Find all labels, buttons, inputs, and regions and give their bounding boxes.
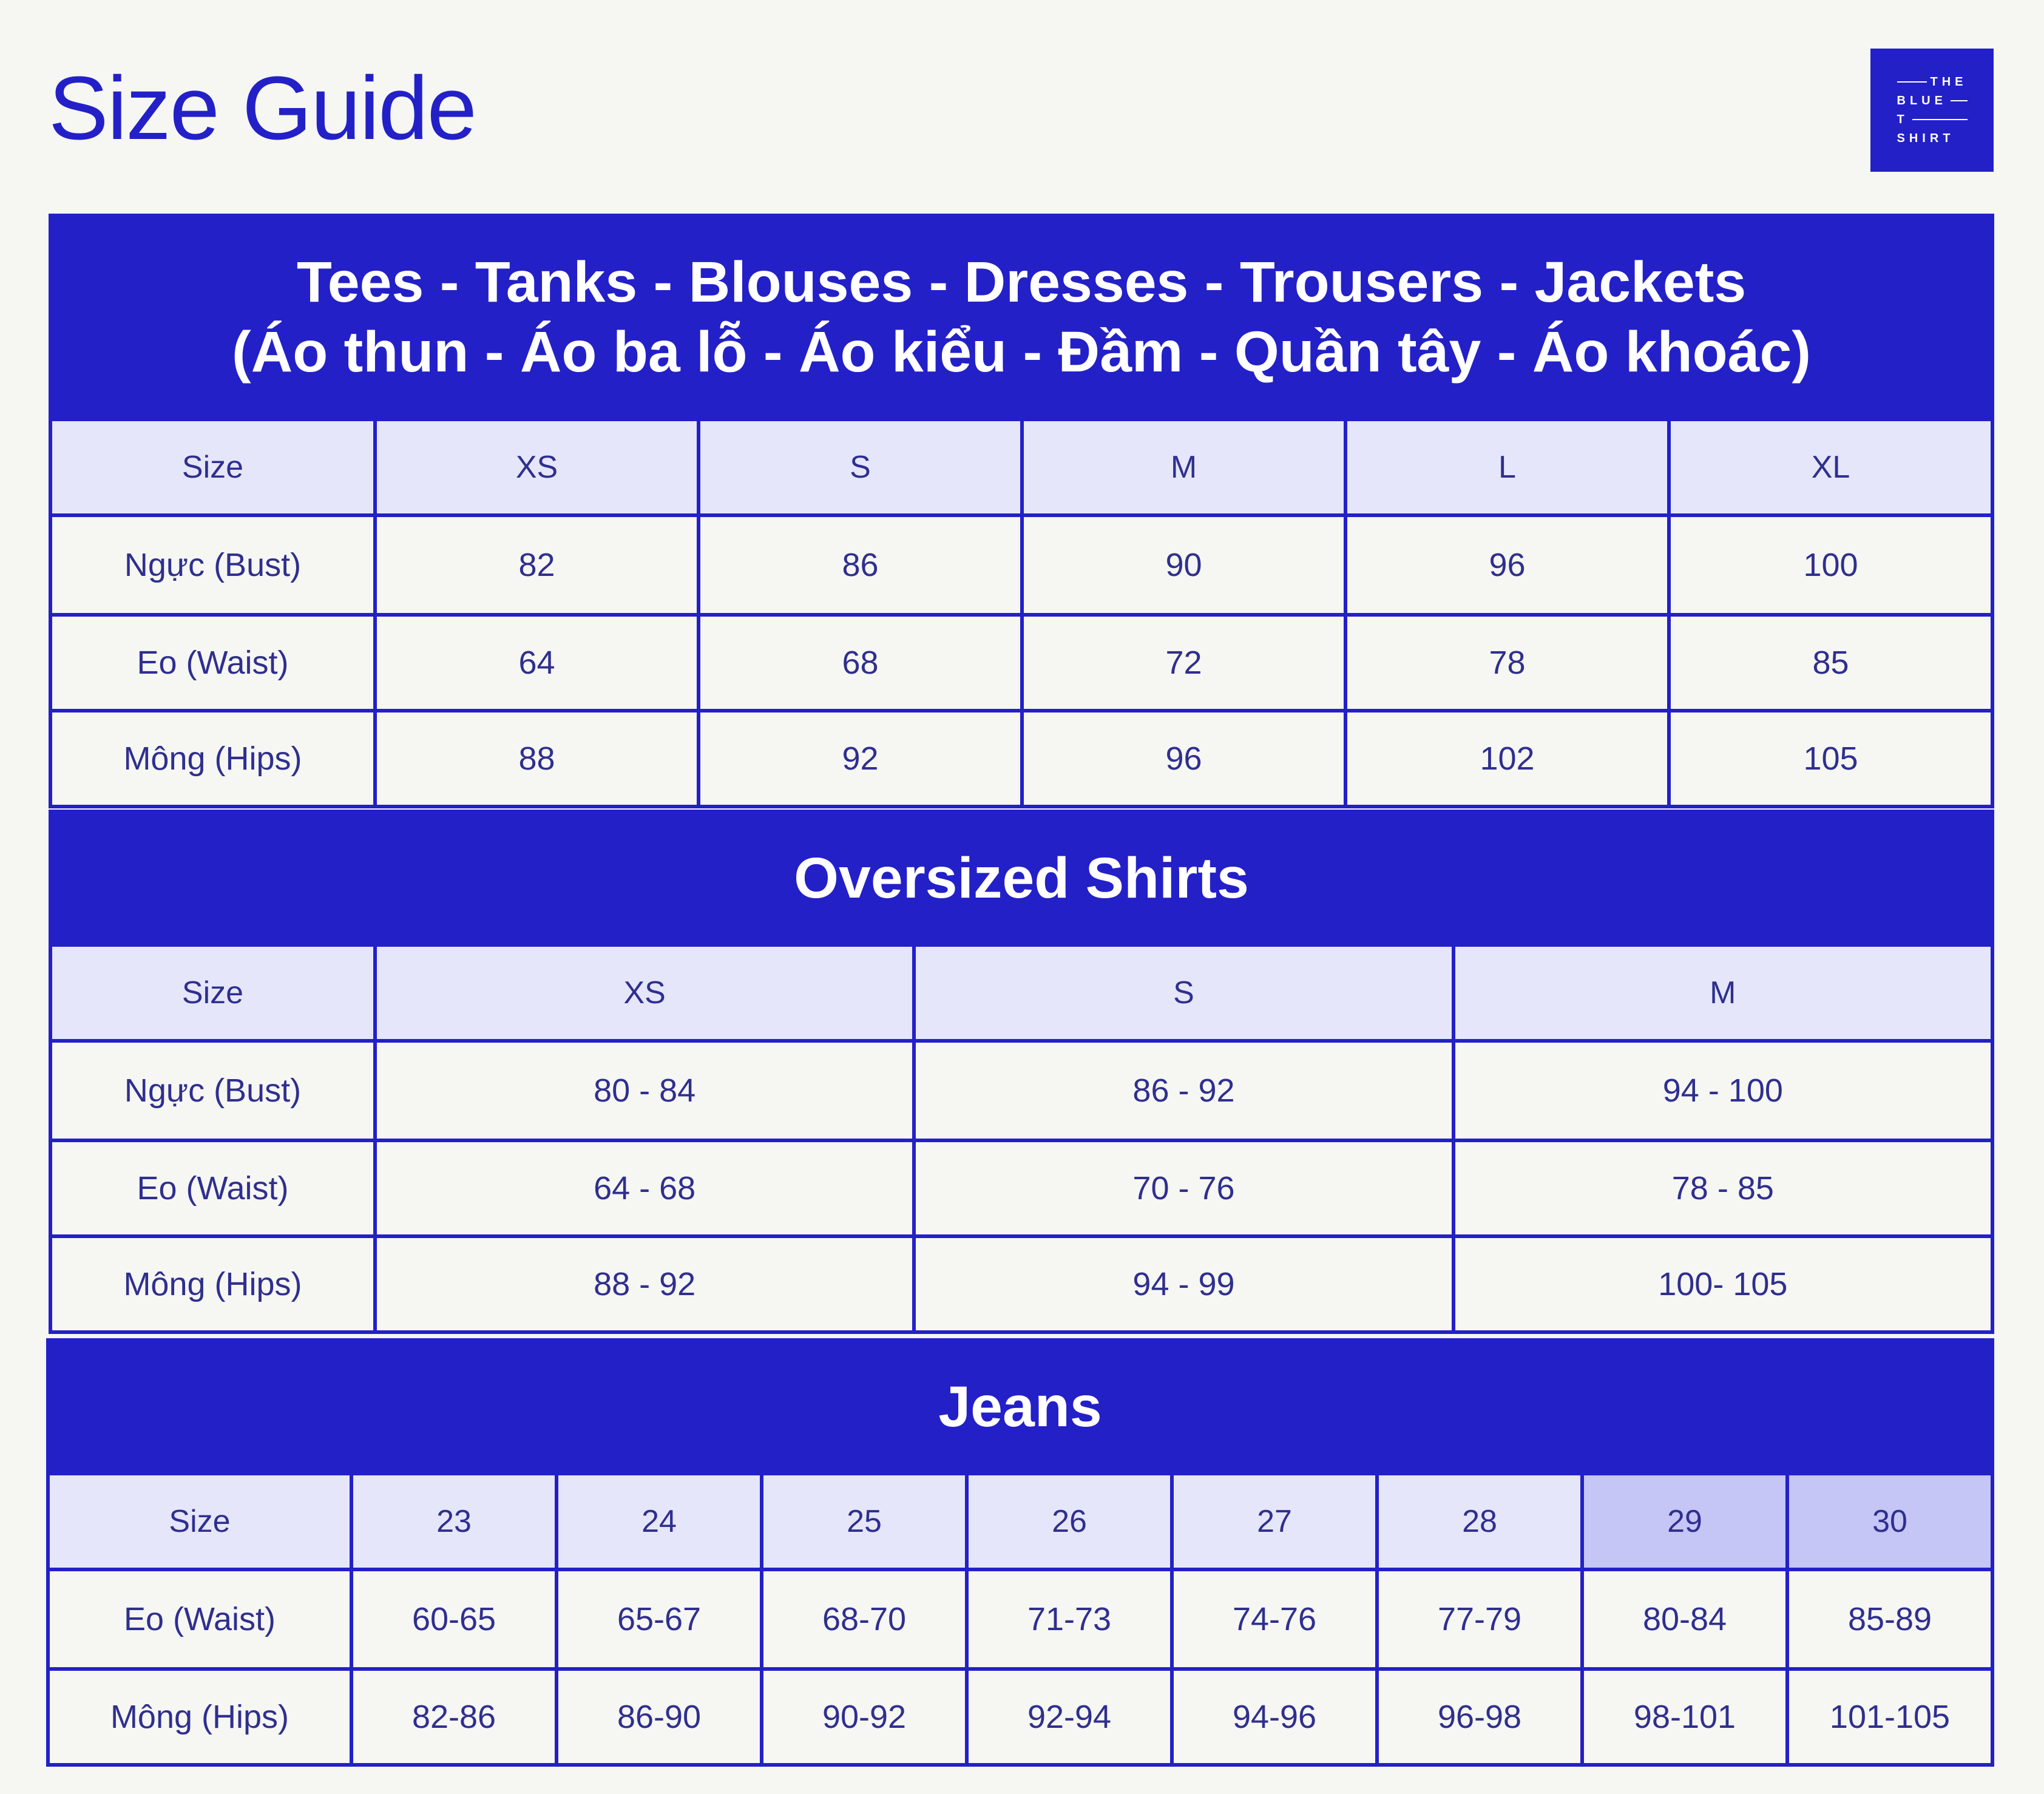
table-cell: 64 <box>375 615 699 711</box>
header-cell: XL <box>1669 419 1992 515</box>
header-cell-highlighted: 30 <box>1787 1474 1992 1569</box>
header-cell: 27 <box>1172 1474 1377 1569</box>
jeans-header-row <box>48 1474 1992 1569</box>
oversized-title-banner: Oversized Shirts <box>50 811 1992 945</box>
table-cell: 100- 105 <box>1453 1236 1992 1332</box>
row-label: Eo (Waist) <box>50 615 375 711</box>
table-row <box>48 1569 1992 1669</box>
tees-header-row <box>50 419 1992 515</box>
header-cell: M <box>1453 945 1992 1041</box>
table-cell: 71-73 <box>967 1569 1172 1669</box>
header-cell: XS <box>375 945 914 1041</box>
oversized-header-row <box>50 945 1992 1041</box>
table-cell: 98-101 <box>1582 1669 1787 1765</box>
brand-logo-line2: BLUE <box>1897 93 1947 107</box>
header-cell: 28 <box>1377 1474 1582 1569</box>
brand-logo-line3: T <box>1897 112 1909 126</box>
brand-logo-line1: THE <box>1930 75 1968 89</box>
table-cell: 80 - 84 <box>375 1041 914 1140</box>
table-cell: 82-86 <box>351 1669 557 1765</box>
header-cell-highlighted: 29 <box>1582 1474 1787 1569</box>
table-row <box>50 515 1992 615</box>
table-cell: 96 <box>1345 515 1669 615</box>
table-row <box>48 1669 1992 1765</box>
table-cell: 100 <box>1669 515 1992 615</box>
header-cell: L <box>1345 419 1669 515</box>
tees-size-table <box>49 214 1994 808</box>
table-cell: 74-76 <box>1172 1569 1377 1669</box>
tees-title-line1: Tees - Tanks - Blouses - Dresses - Trousers - Jackets <box>296 250 1747 314</box>
page-title: Size Guide <box>49 58 476 158</box>
table-cell: 88 - 92 <box>375 1236 914 1332</box>
table-cell: 94-96 <box>1172 1669 1377 1765</box>
table-cell: 86 <box>699 515 1022 615</box>
table-cell: 90 <box>1022 515 1345 615</box>
header-cell: M <box>1022 419 1345 515</box>
jeans-title-banner: Jeans <box>48 1340 1992 1474</box>
table-cell: 65-67 <box>557 1569 762 1669</box>
table-row <box>50 1236 1992 1332</box>
table-cell: 94 - 99 <box>914 1236 1453 1332</box>
table-cell: 78 <box>1345 615 1669 711</box>
table-cell: 94 - 100 <box>1453 1041 1992 1140</box>
table-cell: 96 <box>1022 711 1345 807</box>
table-cell: 60-65 <box>351 1569 557 1669</box>
row-label: Eo (Waist) <box>48 1569 351 1669</box>
brand-logo-line4: SHIRT <box>1897 131 1955 145</box>
header-cell: S <box>699 419 1022 515</box>
header-cell: 26 <box>967 1474 1172 1569</box>
header-cell: 23 <box>351 1474 557 1569</box>
row-label: Ngực (Bust) <box>50 1041 375 1140</box>
table-cell: 70 - 76 <box>914 1140 1453 1236</box>
oversized-size-table <box>49 810 1994 1334</box>
table-cell: 90-92 <box>762 1669 967 1765</box>
table-cell: 85-89 <box>1787 1569 1992 1669</box>
table-cell: 102 <box>1345 711 1669 807</box>
table-row <box>50 1041 1992 1140</box>
header-cell: 24 <box>557 1474 762 1569</box>
table-cell: 68-70 <box>762 1569 967 1669</box>
row-label: Mông (Hips) <box>48 1669 351 1765</box>
table-cell: 92 <box>699 711 1022 807</box>
tees-title-line2: (Áo thun - Áo ba lỗ - Áo kiểu - Đầm - Quần tây - Áo khoác) <box>232 320 1811 384</box>
table-cell: 105 <box>1669 711 1992 807</box>
table-cell: 82 <box>375 515 699 615</box>
table-cell: 96-98 <box>1377 1669 1582 1765</box>
header-cell: Size <box>50 945 375 1041</box>
table-row <box>50 711 1992 807</box>
table-row <box>50 615 1992 711</box>
row-label: Eo (Waist) <box>50 1140 375 1236</box>
table-cell: 101-105 <box>1787 1669 1992 1765</box>
table-cell: 88 <box>375 711 699 807</box>
brand-logo <box>1870 49 1994 172</box>
table-cell: 64 - 68 <box>375 1140 914 1236</box>
table-row <box>50 1140 1992 1236</box>
table-cell: 68 <box>699 615 1022 711</box>
header-cell: Size <box>48 1474 351 1569</box>
header-cell: XS <box>375 419 699 515</box>
table-cell: 86 - 92 <box>914 1041 1453 1140</box>
table-cell: 92-94 <box>967 1669 1172 1765</box>
header-cell: S <box>914 945 1453 1041</box>
row-label: Mông (Hips) <box>50 711 375 807</box>
table-cell: 80-84 <box>1582 1569 1787 1669</box>
table-cell: 72 <box>1022 615 1345 711</box>
table-cell: 78 - 85 <box>1453 1140 1992 1236</box>
table-cell: 85 <box>1669 615 1992 711</box>
header-cell: 25 <box>762 1474 967 1569</box>
header-cell: Size <box>50 419 375 515</box>
table-cell: 86-90 <box>557 1669 762 1765</box>
row-label: Ngực (Bust) <box>50 515 375 615</box>
row-label: Mông (Hips) <box>50 1236 375 1332</box>
jeans-size-table <box>46 1338 1994 1767</box>
tees-title-banner <box>50 215 1992 419</box>
table-cell: 77-79 <box>1377 1569 1582 1669</box>
